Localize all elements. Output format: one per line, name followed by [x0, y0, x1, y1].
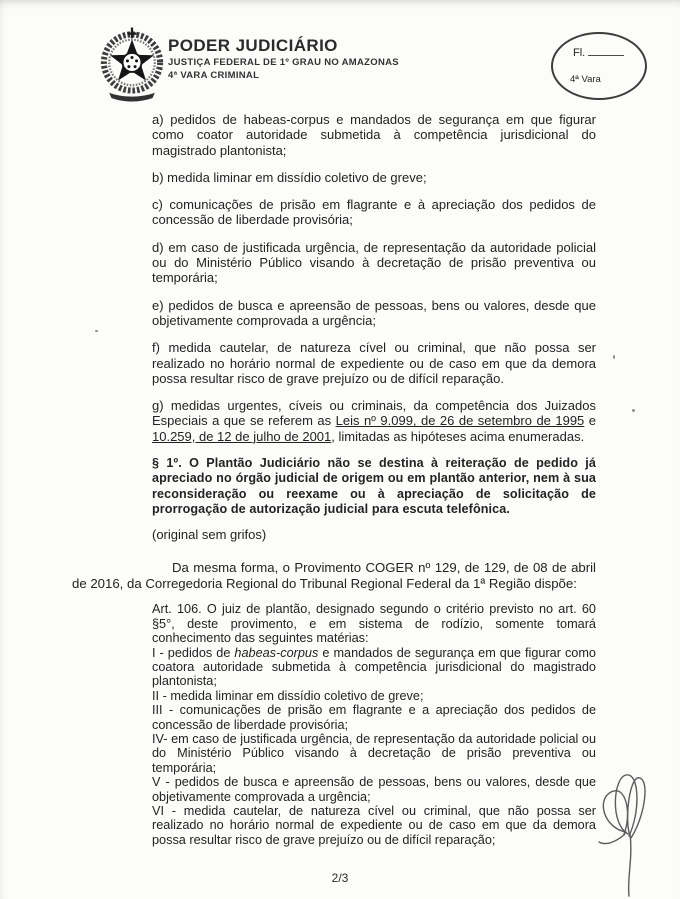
coat-of-arms-icon	[94, 26, 170, 108]
quote-item-d: d) em caso de justificada urgência, de representação da autoridade policial ou do Ministério Público visando à decretação de prisão preventiva ou temporária;	[152, 239, 596, 286]
letterhead	[168, 37, 399, 83]
habeas-corpus-italic: habeas-corpus	[234, 645, 319, 660]
quote-item-b: b) medida liminar em dissídio coletivo de greve;	[152, 169, 427, 185]
quote-item-g: g) medidas urgentes, cíveis ou criminais, da competência dos Juizados Especiais a que se referem as Leis nº 9.099, de 26 de setembro de 1995 e 10.259, de 12 de julho de 2001, limitadas as hipóteses acima enumeradas.	[152, 398, 596, 444]
scan-speck	[613, 355, 615, 359]
quoted-block-art-106	[152, 602, 596, 847]
intro-paragraph: Da mesma forma, o Provimento COGER nº 129, de 129, de 08 de abril de 2016, da Corregedoria Regional do Tribunal Regional Federal da 1ª Região dispõe:	[72, 559, 596, 591]
quoted-block-items-a-g	[152, 112, 596, 517]
quote-item-c: c) comunicações de prisão em flagrante e à apreciação dos pedidos de concessão de liberdade provisória;	[152, 197, 596, 228]
scan-speck	[95, 330, 98, 332]
law-reference-underlined-1: Leis nº 9.099, de 26 de setembro de 1995	[335, 413, 585, 429]
stamp-vara-label: 4ª Vara	[570, 74, 601, 85]
quote-item-f: f) medida cautelar, de natureza cível ou criminal, que não possa ser realizado no horário normal de expediente ou de caso em que da demora possa resultar risco de grave prejuízo ou de difícil reparação.	[152, 340, 596, 386]
quote-item-e: e) pedidos de busca e apreensão de pessoas, bens ou valores, desde que objetivamente comprovada a urgência;	[152, 297, 596, 328]
art-106-item-5: V - pedidos de busca e apreensão de pessoas, bens ou valores, desde que objetivamente comprovada a urgência;	[152, 775, 596, 804]
org-subtitle-2: 4ª VARA CRIMINAL	[168, 69, 260, 81]
art-106-item-2: II - medida liminar em dissídio coletivo de greve;	[152, 688, 424, 703]
scan-speck	[632, 409, 635, 412]
paragraph-1-bold: § 1º. O Plantão Judiciário não se destina à reiteração de pedido já apreciado no órgão judicial de origem ou em plantão anterior, nem à sua reconsideração ou reexame ou à apreciação de solicitação de prorrogação de autorização judicial para escuta telefônica.	[152, 456, 596, 516]
page-number: 2/3	[331, 871, 349, 885]
stamp-folio-label: Fl.	[573, 45, 624, 59]
art-106-head: Art. 106. O juiz de plantão, designado segundo o critério previsto no art. 60 §5°, deste provimento, e em sistema de rodízio, somente tomará conhecimento das seguintes matérias:	[152, 602, 596, 646]
quote-item-a: a) pedidos de habeas-corpus e mandados de segurança em que figurar como coator autoridade submetida à competência jurisdicional do magistrado plantonista;	[152, 112, 596, 158]
org-subtitle-1: JUSTIÇA FEDERAL DE 1º GRAU NO AMAZONAS	[168, 57, 399, 68]
original-sem-grifos-note: (original sem grifos)	[152, 527, 267, 543]
stamp-folio-blank-line	[588, 45, 624, 56]
law-reference-underlined-2: 10.259, de 12 de julho de 2001	[152, 428, 332, 444]
art-106-item-1: I - pedidos de habeas-corpus e mandados de segurança em que figurar como coatora autoridade submetida à competência jurisdicional do magistrado plantonista;	[152, 645, 596, 689]
art-106-item-6: VI - medida cautelar, de natureza cível ou criminal, que não possa ser realizado no horário normal de expediente ou de caso em que da demora possa resultar risco de grave prejuízo ou de difícil reparação;	[152, 804, 596, 847]
folio-stamp	[551, 32, 647, 100]
document-body	[72, 112, 596, 847]
org-title: PODER JUDICIÁRIO	[168, 36, 338, 55]
art-106-item-3: III - comunicações de prisão em flagrante e a apreciação dos pedidos de concessão de liberdade provisória;	[152, 703, 596, 732]
art-106-item-4: IV- em caso de justificada urgência, de representação da autoridade policial ou do Ministério Público visando à decretação de prisão preventiva ou temporária;	[152, 732, 596, 775]
